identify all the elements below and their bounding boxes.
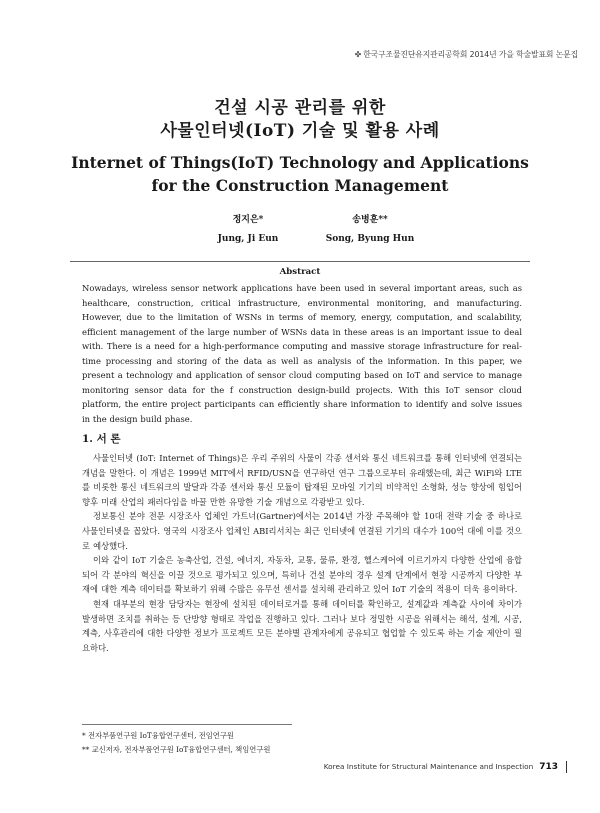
- header-ornament-icon: ✤: [354, 50, 362, 59]
- author-1-name-ko: 정지은*: [232, 215, 264, 225]
- footnote-1: * 전자부품연구원 IoT융합연구센터, 전임연구원: [82, 731, 234, 740]
- title-korean: [0, 97, 600, 143]
- footer-text: Korea Institute for Structural Maintenance and Inspection: [323, 762, 534, 771]
- section-heading: 1. 서 론: [82, 433, 121, 445]
- abstract-divider: [70, 261, 530, 262]
- header-text: 한국구조물진단유지관리공학회 2014년 가을 학술발표회 논문집: [363, 50, 578, 59]
- title-english-line-2: for the Construction Management: [151, 175, 449, 195]
- title-korean-line-1: 건설 시공 관리를 위한: [214, 98, 386, 118]
- footer-bar: [566, 761, 567, 773]
- author-1: [216, 213, 280, 246]
- abstract-text: Nowadays, wireless sensor network applications have been used in several important areas, such as healthcare, construction, critical infrastructure, environmental monitoring, and manufacturing. However, due to the limitation of WSNs in terms of memory, energy, computation, and scalability, efficient management of the large number of WSNs data in these areas is an important issue to deal with. There is a need for a high-performance computing and massive storage infrastructure for real-time processing and storing of the data as well as analysis of the information. In this paper, we present a technology and application of sensor cloud computing based on IoT and service to manage monitoring sensor data for the f construction design-build projects. With this IoT sensor cloud platform, the entire project participants can efficiently share information to identify and solve issues in the design build phase.: [82, 283, 522, 424]
- title-english-line-1: Internet of Things(IoT) Technology and Applications: [71, 153, 529, 172]
- body-paragraph-3: 이와 같이 IoT 기술은 농축산업, 건설, 에너지, 자동차, 교통, 물류, 환경, 헬스케어에 이르기까지 다양한 산업에 융합되어 각 분야의 혁신을 이끌 것으로 평가되고 있으며, 특히나 건설 분야의 경우 설계 단계에서 현장 시공까지 다양한 부재에 대한 계측 데이터를 확보하기 위해 수많은 유무선 센서를 설치해 관리하고 있어 IoT 기술의 적용이 더욱 용이하다.: [82, 555, 522, 595]
- author-2-name-ko: 송병훈**: [352, 215, 388, 225]
- author-1-name-en: Jung, Ji Eun: [217, 234, 279, 244]
- author-block: [0, 213, 600, 253]
- author-2-name-en: Song, Byung Hun: [325, 234, 415, 244]
- footnotes: [82, 729, 270, 757]
- footnote-divider: [82, 724, 292, 725]
- abstract-heading: Abstract: [279, 267, 321, 277]
- page-number: 713: [539, 762, 558, 772]
- author-2: [322, 213, 418, 246]
- title-english: [0, 152, 600, 197]
- body-paragraph-1: 사물인터넷 (IoT: Internet of Things)은 우리 주위의 사물이 각종 센서와 통신 네트워크를 통해 인터넷에 연결되는 개념을 말한다. 이 개념은 1999년 MIT에서 RFID/USN을 연구하던 연구 그룹으로부터 유래했는데, 최근 WiFi와 LTE를 비롯한 통신 네트워크의 발달과 각종 센서와 통신 모듈이 탑재된 모바일 기기의 비약적인 소형화, 성능 향상에 힘입어 향후 미래 산업의 패러다임을 바꿀 만한 유망한 기술 개념으로 각광받고 있다.: [82, 453, 522, 507]
- body-paragraph-4: 현재 대부분의 현장 담당자는 현장에 설치된 데이터로거를 통해 데이터를 확인하고, 설계값과 계측값 사이에 차이가 발생하면 조치를 취하는 등 단방향 형태로 작업을 진행하고 있다. 그러나 보다 정밀한 시공을 위해서는 해석, 설계, 시공, 계측, 사후관리에 대한 다양한 정보가 프로젝트 모든 분야별 관계자에게 공유되고 협업할 수 있도록 하는 기술 제안이 필요하다.: [82, 598, 522, 653]
- running-header: [355, 49, 578, 61]
- running-footer: [324, 761, 567, 773]
- body-paragraph-2: 정보통신 분야 전문 시장조사 업체인 가트너(Gartner)에서는 2014년 가장 주목해야 할 10대 전략 기술 중 하나로 사물인터넷을 꼽았다. 영국의 시장조사 업체인 ABI리서치는 최근 인터넷에 연결된 기기의 대수가 100억 대에 이를 것으로 예상했다.: [82, 511, 522, 551]
- footnote-2: ** 교신저자, 전자부품연구원 IoT융합연구센터, 책임연구원: [82, 745, 271, 754]
- section-body: [82, 451, 522, 655]
- title-korean-line-2: 사물인터넷(IoT) 기술 및 활용 사례: [160, 121, 440, 141]
